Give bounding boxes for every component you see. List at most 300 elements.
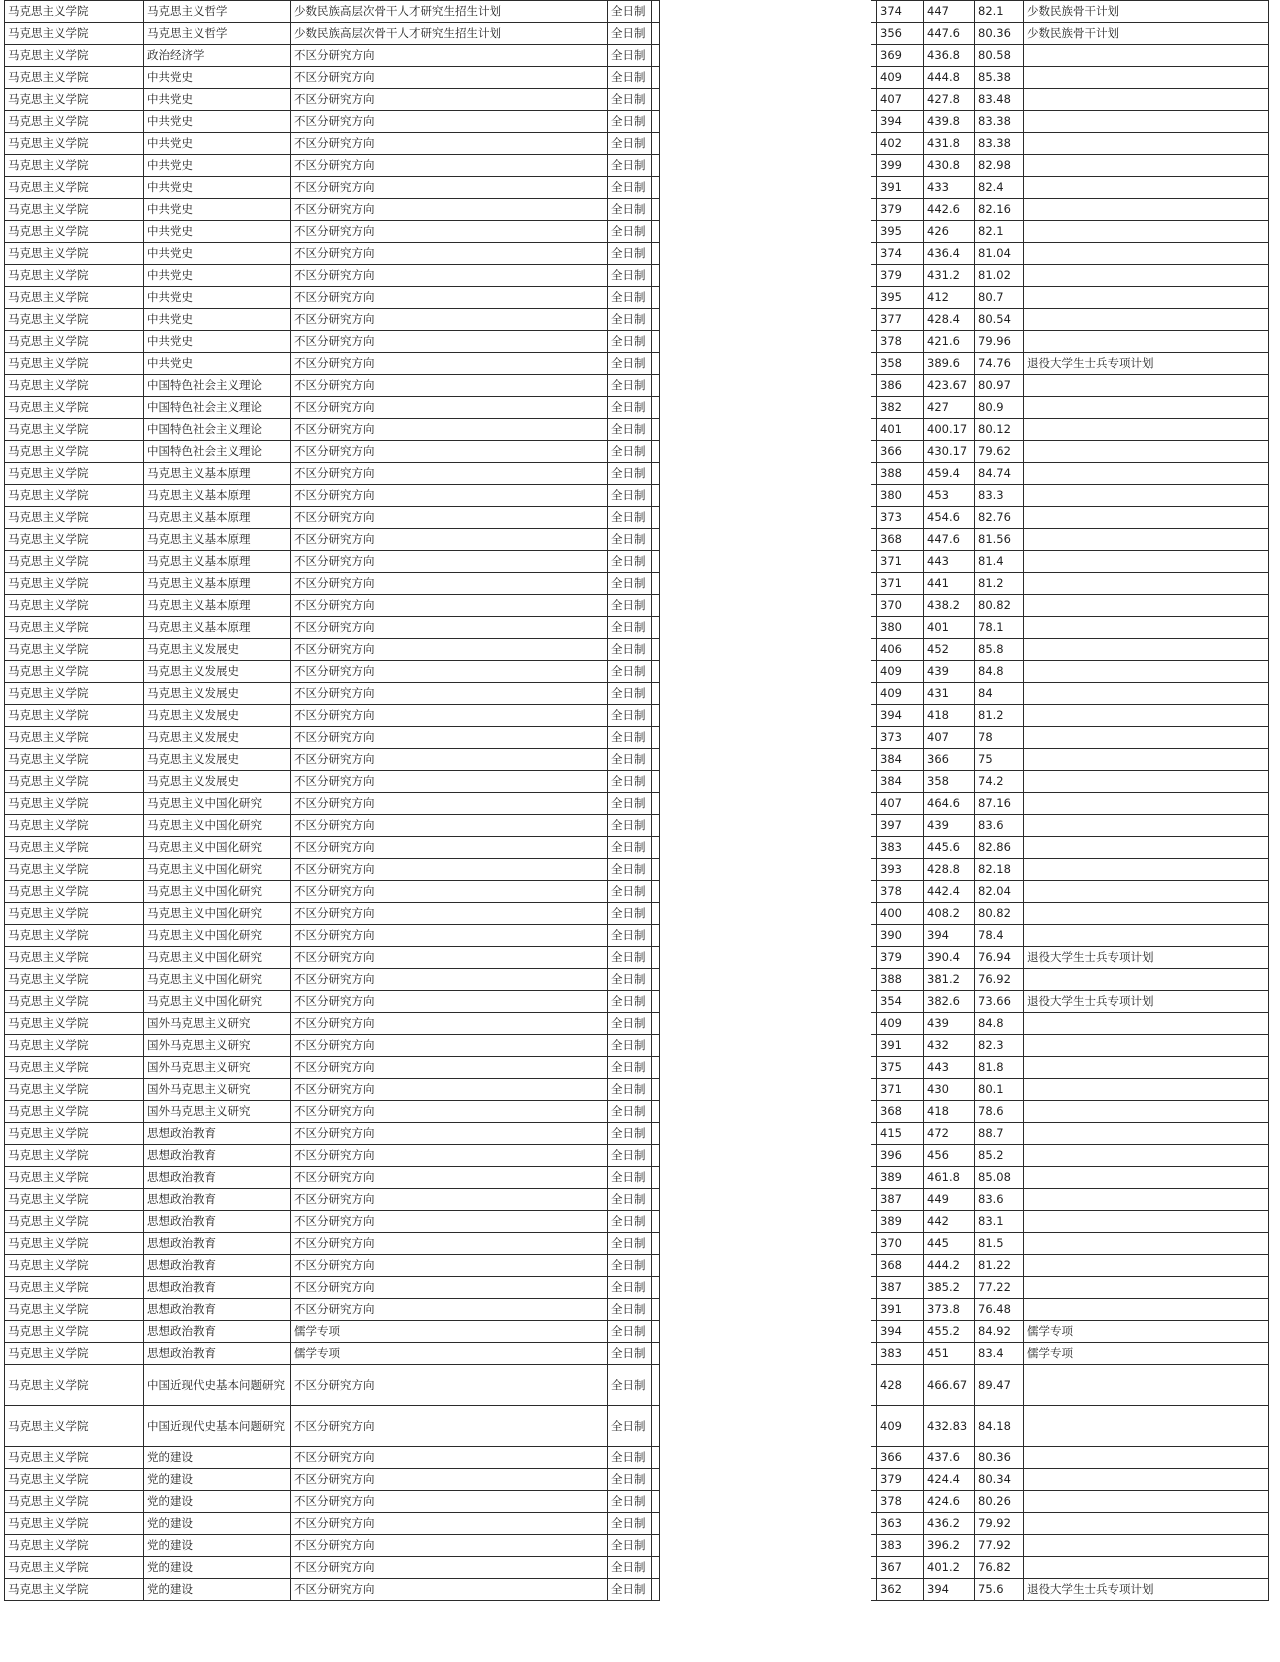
redacted-a-cell — [652, 1277, 660, 1299]
table-row — [5, 529, 1269, 551]
total-score-cell: 84.74 — [975, 463, 1024, 485]
remark-cell: 少数民族骨干计划 — [1024, 23, 1269, 45]
total-score-cell: 81.2 — [975, 573, 1024, 595]
direction-cell: 不区分研究方向 — [291, 683, 608, 705]
major-cell: 马克思主义基本原理 — [144, 463, 291, 485]
major-cell: 国外马克思主义研究 — [144, 1013, 291, 1035]
initial-score-cell: 358 — [877, 353, 924, 375]
table-row — [5, 133, 1269, 155]
study-mode-cell: 全日制 — [608, 969, 652, 991]
study-mode-cell: 全日制 — [608, 67, 652, 89]
study-mode-cell: 全日制 — [608, 1557, 652, 1579]
table-row — [5, 573, 1269, 595]
table-row — [5, 221, 1269, 243]
remark-cell — [1024, 287, 1269, 309]
table-row — [5, 639, 1269, 661]
total-score-cell: 85.08 — [975, 1167, 1024, 1189]
total-score-cell: 81.5 — [975, 1233, 1024, 1255]
total-score-cell: 82.76 — [975, 507, 1024, 529]
total-score-cell: 80.54 — [975, 309, 1024, 331]
redacted-a-cell — [652, 771, 660, 793]
redacted-a-cell — [652, 617, 660, 639]
study-mode-cell: 全日制 — [608, 133, 652, 155]
total-score-cell: 77.92 — [975, 1535, 1024, 1557]
direction-cell: 不区分研究方向 — [291, 793, 608, 815]
redacted-a-cell — [652, 1123, 660, 1145]
major-cell: 国外马克思主义研究 — [144, 1035, 291, 1057]
study-mode-cell: 全日制 — [608, 441, 652, 463]
initial-score-cell: 379 — [877, 947, 924, 969]
study-mode-cell: 全日制 — [608, 1255, 652, 1277]
retest-score-cell: 428.8 — [924, 859, 975, 881]
college-cell: 马克思主义学院 — [5, 859, 144, 881]
retest-score-cell: 436.8 — [924, 45, 975, 67]
retest-score-cell: 408.2 — [924, 903, 975, 925]
study-mode-cell: 全日制 — [608, 221, 652, 243]
major-cell: 中国特色社会主义理论 — [144, 397, 291, 419]
retest-score-cell: 464.6 — [924, 793, 975, 815]
redacted-a-cell — [652, 727, 660, 749]
college-cell: 马克思主义学院 — [5, 1123, 144, 1145]
table-row — [5, 859, 1269, 881]
table-row — [5, 309, 1269, 331]
initial-score-cell: 354 — [877, 991, 924, 1013]
total-score-cell: 82.98 — [975, 155, 1024, 177]
retest-score-cell: 445 — [924, 1233, 975, 1255]
initial-score-cell: 387 — [877, 1277, 924, 1299]
remark-cell: 退役大学生士兵专项计划 — [1024, 353, 1269, 375]
initial-score-cell: 394 — [877, 1321, 924, 1343]
redacted-a-cell — [652, 375, 660, 397]
remark-cell — [1024, 1013, 1269, 1035]
initial-score-cell: 380 — [877, 485, 924, 507]
total-score-cell: 83.38 — [975, 111, 1024, 133]
direction-cell: 不区分研究方向 — [291, 749, 608, 771]
remark-cell — [1024, 67, 1269, 89]
table-row — [5, 925, 1269, 947]
college-cell: 马克思主义学院 — [5, 947, 144, 969]
college-cell: 马克思主义学院 — [5, 23, 144, 45]
initial-score-cell: 394 — [877, 705, 924, 727]
retest-score-cell: 451 — [924, 1343, 975, 1365]
major-cell: 思想政治教育 — [144, 1277, 291, 1299]
study-mode-cell: 全日制 — [608, 1406, 652, 1447]
total-score-cell: 81.04 — [975, 243, 1024, 265]
major-cell: 马克思主义发展史 — [144, 749, 291, 771]
direction-cell: 不区分研究方向 — [291, 969, 608, 991]
college-cell: 马克思主义学院 — [5, 309, 144, 331]
remark-cell — [1024, 661, 1269, 683]
direction-cell: 不区分研究方向 — [291, 133, 608, 155]
redacted-a-cell — [652, 903, 660, 925]
remark-cell — [1024, 1406, 1269, 1447]
remark-cell — [1024, 617, 1269, 639]
total-score-cell: 79.62 — [975, 441, 1024, 463]
remark-cell — [1024, 837, 1269, 859]
table-row — [5, 1123, 1269, 1145]
redacted-a-cell — [652, 1321, 660, 1343]
redacted-a-cell — [652, 1255, 660, 1277]
direction-cell: 不区分研究方向 — [291, 1447, 608, 1469]
remark-cell — [1024, 1513, 1269, 1535]
study-mode-cell: 全日制 — [608, 1211, 652, 1233]
direction-cell: 不区分研究方向 — [291, 859, 608, 881]
redacted-a-cell — [652, 815, 660, 837]
remark-cell: 儒学专项 — [1024, 1343, 1269, 1365]
total-score-cell: 84 — [975, 683, 1024, 705]
initial-score-cell: 377 — [877, 309, 924, 331]
total-score-cell: 80.26 — [975, 1491, 1024, 1513]
initial-score-cell: 391 — [877, 1035, 924, 1057]
redacted-a-cell — [652, 1299, 660, 1321]
major-cell: 思想政治教育 — [144, 1167, 291, 1189]
redacted-a-cell — [652, 1035, 660, 1057]
redacted-columns-mask — [667, 0, 871, 1662]
remark-cell — [1024, 1277, 1269, 1299]
table-row — [5, 551, 1269, 573]
retest-score-cell: 443 — [924, 1057, 975, 1079]
initial-score-cell: 395 — [877, 287, 924, 309]
study-mode-cell: 全日制 — [608, 1057, 652, 1079]
study-mode-cell: 全日制 — [608, 771, 652, 793]
direction-cell: 不区分研究方向 — [291, 177, 608, 199]
remark-cell — [1024, 507, 1269, 529]
table-row — [5, 837, 1269, 859]
total-score-cell: 84.18 — [975, 1406, 1024, 1447]
table-row — [5, 375, 1269, 397]
remark-cell — [1024, 1167, 1269, 1189]
total-score-cell: 75 — [975, 749, 1024, 771]
direction-cell: 少数民族高层次骨干人才研究生招生计划 — [291, 23, 608, 45]
redacted-a-cell — [652, 45, 660, 67]
major-cell: 中国近现代史基本问题研究 — [144, 1406, 291, 1447]
study-mode-cell: 全日制 — [608, 1535, 652, 1557]
remark-cell — [1024, 1491, 1269, 1513]
study-mode-cell: 全日制 — [608, 1167, 652, 1189]
direction-cell: 不区分研究方向 — [291, 45, 608, 67]
initial-score-cell: 388 — [877, 463, 924, 485]
total-score-cell: 80.82 — [975, 903, 1024, 925]
college-cell: 马克思主义学院 — [5, 177, 144, 199]
major-cell: 中共党史 — [144, 331, 291, 353]
table-row — [5, 1469, 1269, 1491]
redacted-a-cell — [652, 1406, 660, 1447]
major-cell: 中共党史 — [144, 199, 291, 221]
retest-score-cell: 459.4 — [924, 463, 975, 485]
initial-score-cell: 370 — [877, 595, 924, 617]
remark-cell — [1024, 1057, 1269, 1079]
study-mode-cell: 全日制 — [608, 287, 652, 309]
major-cell: 党的建设 — [144, 1491, 291, 1513]
remark-cell — [1024, 1299, 1269, 1321]
table-row — [5, 155, 1269, 177]
total-score-cell: 79.96 — [975, 331, 1024, 353]
retest-score-cell: 453 — [924, 485, 975, 507]
college-cell: 马克思主义学院 — [5, 1167, 144, 1189]
total-score-cell: 82.1 — [975, 1, 1024, 23]
redacted-a-cell — [652, 199, 660, 221]
redacted-a-cell — [652, 177, 660, 199]
retest-score-cell: 389.6 — [924, 353, 975, 375]
initial-score-cell: 391 — [877, 177, 924, 199]
study-mode-cell: 全日制 — [608, 529, 652, 551]
remark-cell — [1024, 463, 1269, 485]
study-mode-cell: 全日制 — [608, 903, 652, 925]
direction-cell: 不区分研究方向 — [291, 1406, 608, 1447]
college-cell: 马克思主义学院 — [5, 199, 144, 221]
total-score-cell: 82.16 — [975, 199, 1024, 221]
table-row — [5, 1579, 1269, 1601]
initial-score-cell: 389 — [877, 1211, 924, 1233]
redacted-a-cell — [652, 947, 660, 969]
retest-score-cell: 366 — [924, 749, 975, 771]
retest-score-cell: 447.6 — [924, 529, 975, 551]
remark-cell — [1024, 771, 1269, 793]
initial-score-cell: 396 — [877, 1145, 924, 1167]
table-row — [5, 177, 1269, 199]
college-cell: 马克思主义学院 — [5, 1299, 144, 1321]
initial-score-cell: 388 — [877, 969, 924, 991]
study-mode-cell: 全日制 — [608, 617, 652, 639]
total-score-cell: 82.04 — [975, 881, 1024, 903]
remark-cell — [1024, 155, 1269, 177]
major-cell: 党的建设 — [144, 1513, 291, 1535]
college-cell: 马克思主义学院 — [5, 221, 144, 243]
table-row — [5, 1513, 1269, 1535]
retest-score-cell: 452 — [924, 639, 975, 661]
study-mode-cell: 全日制 — [608, 1447, 652, 1469]
direction-cell: 不区分研究方向 — [291, 1469, 608, 1491]
study-mode-cell: 全日制 — [608, 507, 652, 529]
initial-score-cell: 375 — [877, 1057, 924, 1079]
direction-cell: 不区分研究方向 — [291, 573, 608, 595]
college-cell: 马克思主义学院 — [5, 441, 144, 463]
direction-cell: 不区分研究方向 — [291, 265, 608, 287]
study-mode-cell: 全日制 — [608, 1491, 652, 1513]
table-row — [5, 1101, 1269, 1123]
redacted-a-cell — [652, 419, 660, 441]
redacted-a-cell — [652, 1145, 660, 1167]
major-cell: 党的建设 — [144, 1469, 291, 1491]
remark-cell — [1024, 1233, 1269, 1255]
remark-cell — [1024, 133, 1269, 155]
initial-score-cell: 390 — [877, 925, 924, 947]
college-cell: 马克思主义学院 — [5, 133, 144, 155]
initial-score-cell: 356 — [877, 23, 924, 45]
initial-score-cell: 371 — [877, 551, 924, 573]
table-row — [5, 1079, 1269, 1101]
redacted-a-cell — [652, 265, 660, 287]
table-row — [5, 89, 1269, 111]
retest-score-cell: 443 — [924, 551, 975, 573]
study-mode-cell: 全日制 — [608, 705, 652, 727]
college-cell: 马克思主义学院 — [5, 1469, 144, 1491]
remark-cell — [1024, 529, 1269, 551]
major-cell: 马克思主义基本原理 — [144, 617, 291, 639]
study-mode-cell: 全日制 — [608, 111, 652, 133]
remark-cell — [1024, 881, 1269, 903]
remark-cell — [1024, 1557, 1269, 1579]
remark-cell — [1024, 925, 1269, 947]
table-row — [5, 1406, 1269, 1447]
study-mode-cell: 全日制 — [608, 793, 652, 815]
initial-score-cell: 366 — [877, 1447, 924, 1469]
table-row — [5, 1365, 1269, 1406]
redacted-a-cell — [652, 793, 660, 815]
study-mode-cell: 全日制 — [608, 1079, 652, 1101]
college-cell: 马克思主义学院 — [5, 1535, 144, 1557]
retest-score-cell: 431 — [924, 683, 975, 705]
major-cell: 马克思主义发展史 — [144, 705, 291, 727]
table-row — [5, 1035, 1269, 1057]
table-row — [5, 1321, 1269, 1343]
direction-cell: 儒学专项 — [291, 1321, 608, 1343]
study-mode-cell: 全日制 — [608, 243, 652, 265]
college-cell: 马克思主义学院 — [5, 331, 144, 353]
remark-cell — [1024, 265, 1269, 287]
remark-cell — [1024, 859, 1269, 881]
major-cell: 马克思主义中国化研究 — [144, 969, 291, 991]
college-cell: 马克思主义学院 — [5, 551, 144, 573]
college-cell: 马克思主义学院 — [5, 1057, 144, 1079]
remark-cell — [1024, 551, 1269, 573]
table-row — [5, 1491, 1269, 1513]
redacted-a-cell — [652, 529, 660, 551]
retest-score-cell: 426 — [924, 221, 975, 243]
remark-cell — [1024, 441, 1269, 463]
college-cell: 马克思主义学院 — [5, 573, 144, 595]
direction-cell: 不区分研究方向 — [291, 1189, 608, 1211]
initial-score-cell: 409 — [877, 661, 924, 683]
table-row — [5, 881, 1269, 903]
remark-cell — [1024, 177, 1269, 199]
direction-cell: 不区分研究方向 — [291, 1579, 608, 1601]
retest-score-cell: 431.8 — [924, 133, 975, 155]
major-cell: 中共党史 — [144, 111, 291, 133]
total-score-cell: 80.97 — [975, 375, 1024, 397]
retest-score-cell: 442 — [924, 1211, 975, 1233]
table-row — [5, 45, 1269, 67]
initial-score-cell: 407 — [877, 793, 924, 815]
major-cell: 国外马克思主义研究 — [144, 1057, 291, 1079]
initial-score-cell: 383 — [877, 1535, 924, 1557]
remark-cell — [1024, 749, 1269, 771]
college-cell: 马克思主义学院 — [5, 1579, 144, 1601]
college-cell: 马克思主义学院 — [5, 1211, 144, 1233]
college-cell: 马克思主义学院 — [5, 111, 144, 133]
college-cell: 马克思主义学院 — [5, 485, 144, 507]
study-mode-cell: 全日制 — [608, 1035, 652, 1057]
direction-cell: 不区分研究方向 — [291, 111, 608, 133]
retest-score-cell: 461.8 — [924, 1167, 975, 1189]
college-cell: 马克思主义学院 — [5, 1233, 144, 1255]
study-mode-cell: 全日制 — [608, 925, 652, 947]
total-score-cell: 74.2 — [975, 771, 1024, 793]
table-row — [5, 441, 1269, 463]
college-cell: 马克思主义学院 — [5, 375, 144, 397]
total-score-cell: 83.38 — [975, 133, 1024, 155]
initial-score-cell: 428 — [877, 1365, 924, 1406]
remark-cell: 退役大学生士兵专项计划 — [1024, 1579, 1269, 1601]
college-cell: 马克思主义学院 — [5, 727, 144, 749]
retest-score-cell: 423.67 — [924, 375, 975, 397]
college-cell: 马克思主义学院 — [5, 155, 144, 177]
redacted-a-cell — [652, 1057, 660, 1079]
college-cell: 马克思主义学院 — [5, 67, 144, 89]
college-cell: 马克思主义学院 — [5, 1101, 144, 1123]
redacted-a-cell — [652, 1101, 660, 1123]
redacted-a-cell — [652, 1491, 660, 1513]
initial-score-cell: 367 — [877, 1557, 924, 1579]
total-score-cell: 83.6 — [975, 1189, 1024, 1211]
major-cell: 马克思主义哲学 — [144, 1, 291, 23]
college-cell: 马克思主义学院 — [5, 243, 144, 265]
initial-score-cell: 401 — [877, 419, 924, 441]
initial-score-cell: 374 — [877, 243, 924, 265]
retest-score-cell: 447 — [924, 1, 975, 23]
direction-cell: 不区分研究方向 — [291, 243, 608, 265]
table-row — [5, 1557, 1269, 1579]
study-mode-cell: 全日制 — [608, 639, 652, 661]
total-score-cell: 78.4 — [975, 925, 1024, 947]
college-cell: 马克思主义学院 — [5, 507, 144, 529]
table-row — [5, 991, 1269, 1013]
table-row — [5, 815, 1269, 837]
remark-cell — [1024, 683, 1269, 705]
table-row — [5, 199, 1269, 221]
study-mode-cell: 全日制 — [608, 1469, 652, 1491]
major-cell: 中国特色社会主义理论 — [144, 441, 291, 463]
major-cell: 马克思主义中国化研究 — [144, 793, 291, 815]
initial-score-cell: 409 — [877, 1013, 924, 1035]
total-score-cell: 88.7 — [975, 1123, 1024, 1145]
college-cell: 马克思主义学院 — [5, 1013, 144, 1035]
retest-score-cell: 424.6 — [924, 1491, 975, 1513]
redacted-a-cell — [652, 639, 660, 661]
direction-cell: 不区分研究方向 — [291, 881, 608, 903]
major-cell: 国外马克思主义研究 — [144, 1079, 291, 1101]
initial-score-cell: 378 — [877, 1491, 924, 1513]
direction-cell: 不区分研究方向 — [291, 727, 608, 749]
study-mode-cell: 全日制 — [608, 485, 652, 507]
major-cell: 马克思主义基本原理 — [144, 573, 291, 595]
major-cell: 马克思主义中国化研究 — [144, 947, 291, 969]
redacted-a-cell — [652, 1513, 660, 1535]
study-mode-cell: 全日制 — [608, 463, 652, 485]
redacted-a-cell — [652, 551, 660, 573]
redacted-a-cell — [652, 749, 660, 771]
total-score-cell: 84.8 — [975, 661, 1024, 683]
study-mode-cell: 全日制 — [608, 947, 652, 969]
remark-cell: 儒学专项 — [1024, 1321, 1269, 1343]
initial-score-cell: 395 — [877, 221, 924, 243]
college-cell: 马克思主义学院 — [5, 419, 144, 441]
major-cell: 思想政治教育 — [144, 1343, 291, 1365]
study-mode-cell: 全日制 — [608, 265, 652, 287]
redacted-a-cell — [652, 1189, 660, 1211]
total-score-cell: 85.2 — [975, 1145, 1024, 1167]
remark-cell — [1024, 45, 1269, 67]
direction-cell: 不区分研究方向 — [291, 1491, 608, 1513]
total-score-cell: 76.48 — [975, 1299, 1024, 1321]
college-cell: 马克思主义学院 — [5, 837, 144, 859]
major-cell: 马克思主义基本原理 — [144, 551, 291, 573]
redacted-a-cell — [652, 1343, 660, 1365]
major-cell: 马克思主义发展史 — [144, 771, 291, 793]
remark-cell — [1024, 375, 1269, 397]
redacted-a-cell — [652, 573, 660, 595]
initial-score-cell: 384 — [877, 771, 924, 793]
